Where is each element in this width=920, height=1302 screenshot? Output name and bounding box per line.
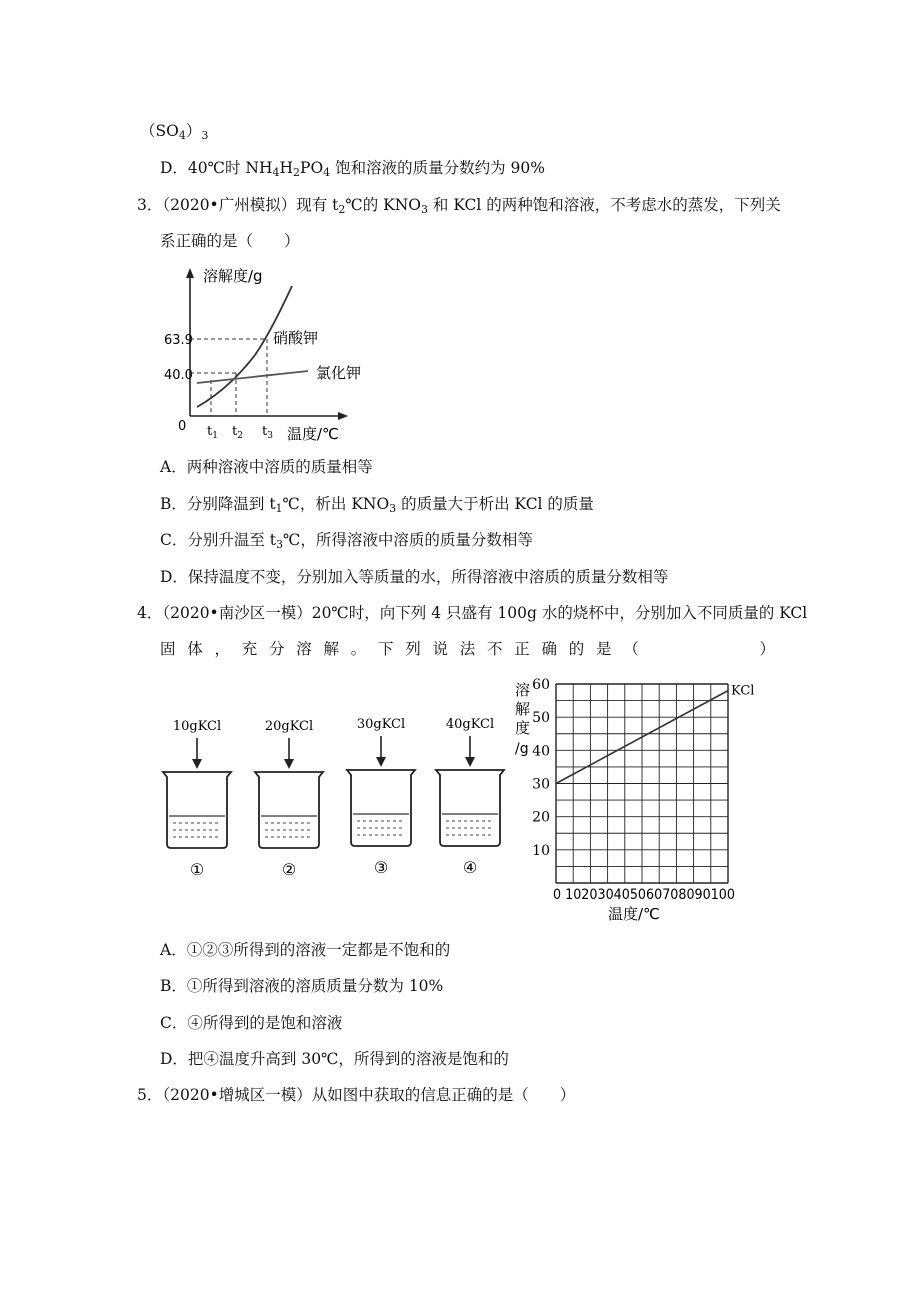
kcl-xlabel: 温度/℃: [608, 905, 660, 923]
q4-stem-line2: 固体，充分溶解。下列说法不正确的是（ ）: [160, 640, 775, 658]
q3-stem-line2: 系正确的是（ ）: [160, 232, 300, 250]
kcl-solubility-chart: [508, 670, 758, 928]
q4-option-a: A．①②③所得到的溶液一定都是不饱和的: [160, 941, 451, 959]
kcl-ylabel-char-4: /g: [515, 741, 529, 757]
beaker-3: [347, 717, 415, 877]
svg-text:①: ①: [189, 860, 205, 879]
beaker-2: [255, 719, 323, 879]
svg-text:③: ③: [373, 858, 389, 877]
kcl-y-ticks: [532, 677, 550, 859]
q4-option-c: C．④所得到的是饱和溶液: [160, 1014, 343, 1032]
chart1-ytick-40.0: 40.0: [164, 368, 193, 383]
q4-option-b: B．①所得到溶液的溶质质量分数为 10%: [160, 977, 444, 995]
svg-text:②: ②: [281, 860, 297, 879]
solubility-chart-kno3-kcl: [164, 262, 380, 447]
beaker-1: [163, 719, 231, 879]
beakers-figure: [160, 712, 510, 882]
q5-stem: 5．（2020•增城区一模）从如图中获取的信息正确的是（ ）: [137, 1086, 576, 1104]
svg-text:40gKCl: 40gKCl: [445, 717, 495, 732]
kcl-x-tick-labels: 0 102030405060708090100: [553, 887, 735, 903]
kcl-label: 氯化钾: [316, 364, 362, 382]
svg-text:10gKCl: 10gKCl: [172, 719, 222, 734]
kcl-ytick-60: 60: [532, 677, 550, 693]
svg-text:④: ④: [462, 858, 478, 877]
svg-text:30gKCl: 30gKCl: [356, 717, 406, 732]
svg-text:20gKCl: 20gKCl: [264, 719, 314, 734]
kcl-chart-grid: [556, 684, 728, 883]
kcl-ytick-40: 40: [532, 743, 550, 760]
q2-option-d: D．40℃时 $NH_4H_2PO_4$ 饱和溶液的质量分数约为 90%: [160, 159, 545, 179]
q3-option-b: B．分别降温到 $t_1℃$，析出 $KNO_3$ 的质量大于析出 KCl 的质量: [160, 495, 594, 515]
kcl-ytick-30: 30: [532, 776, 550, 793]
kcl-ylabel-char-3: 度: [515, 719, 531, 737]
kcl-ylabel-char-2: 解: [515, 700, 531, 718]
beaker-4: [436, 717, 504, 877]
kcl-ylabel-char-1: 溶: [515, 681, 531, 699]
formula-fragment: $(SO_4)_3$: [140, 122, 209, 142]
kcl-ytick-50: 50: [532, 710, 550, 727]
kcl-series-label: KCl: [731, 683, 755, 699]
chart1-xlabel: 温度/℃: [287, 425, 339, 443]
kcl-ytick-20: 20: [532, 809, 550, 826]
kcl-ytick-10: 10: [532, 842, 550, 859]
q3-option-d: D．保持温度不变，分别加入等质量的水，所得溶液中溶质的质量分数相等: [160, 568, 669, 586]
chart1-origin: 0: [178, 419, 187, 434]
q3-stem-line1: 3．（2020•广州模拟）现有 $t_2℃$的 $KNO_3$ 和 KCl 的两种饱和溶液，不考虑水的蒸发，下列关: [137, 196, 781, 216]
chart1-xtick-t1: $t_1$: [207, 424, 218, 441]
chart1-ylabel: 溶解度/g: [203, 267, 263, 285]
q4-stem-line1: 4．（2020•南沙区一模）20℃时，向下列 4 只盛有 100g 水的烧杯中，分别加入不同质量的 KCl: [137, 604, 808, 622]
q3-option-c: C．分别升温至 $t_3℃$，所得溶液中溶质的质量分数相等: [160, 531, 533, 551]
q3-option-a: A．两种溶液中溶质的质量相等: [160, 458, 373, 476]
kno3-label: 硝酸钾: [273, 329, 319, 347]
chart1-ytick-63.9: 63.9: [164, 333, 193, 348]
chart1-xtick-t3: $t_3$: [262, 424, 273, 441]
chart1-xtick-t2: $t_2$: [232, 424, 243, 441]
q4-option-d: D．把④温度升高到 30℃，所得到的溶液是饱和的: [160, 1050, 509, 1068]
